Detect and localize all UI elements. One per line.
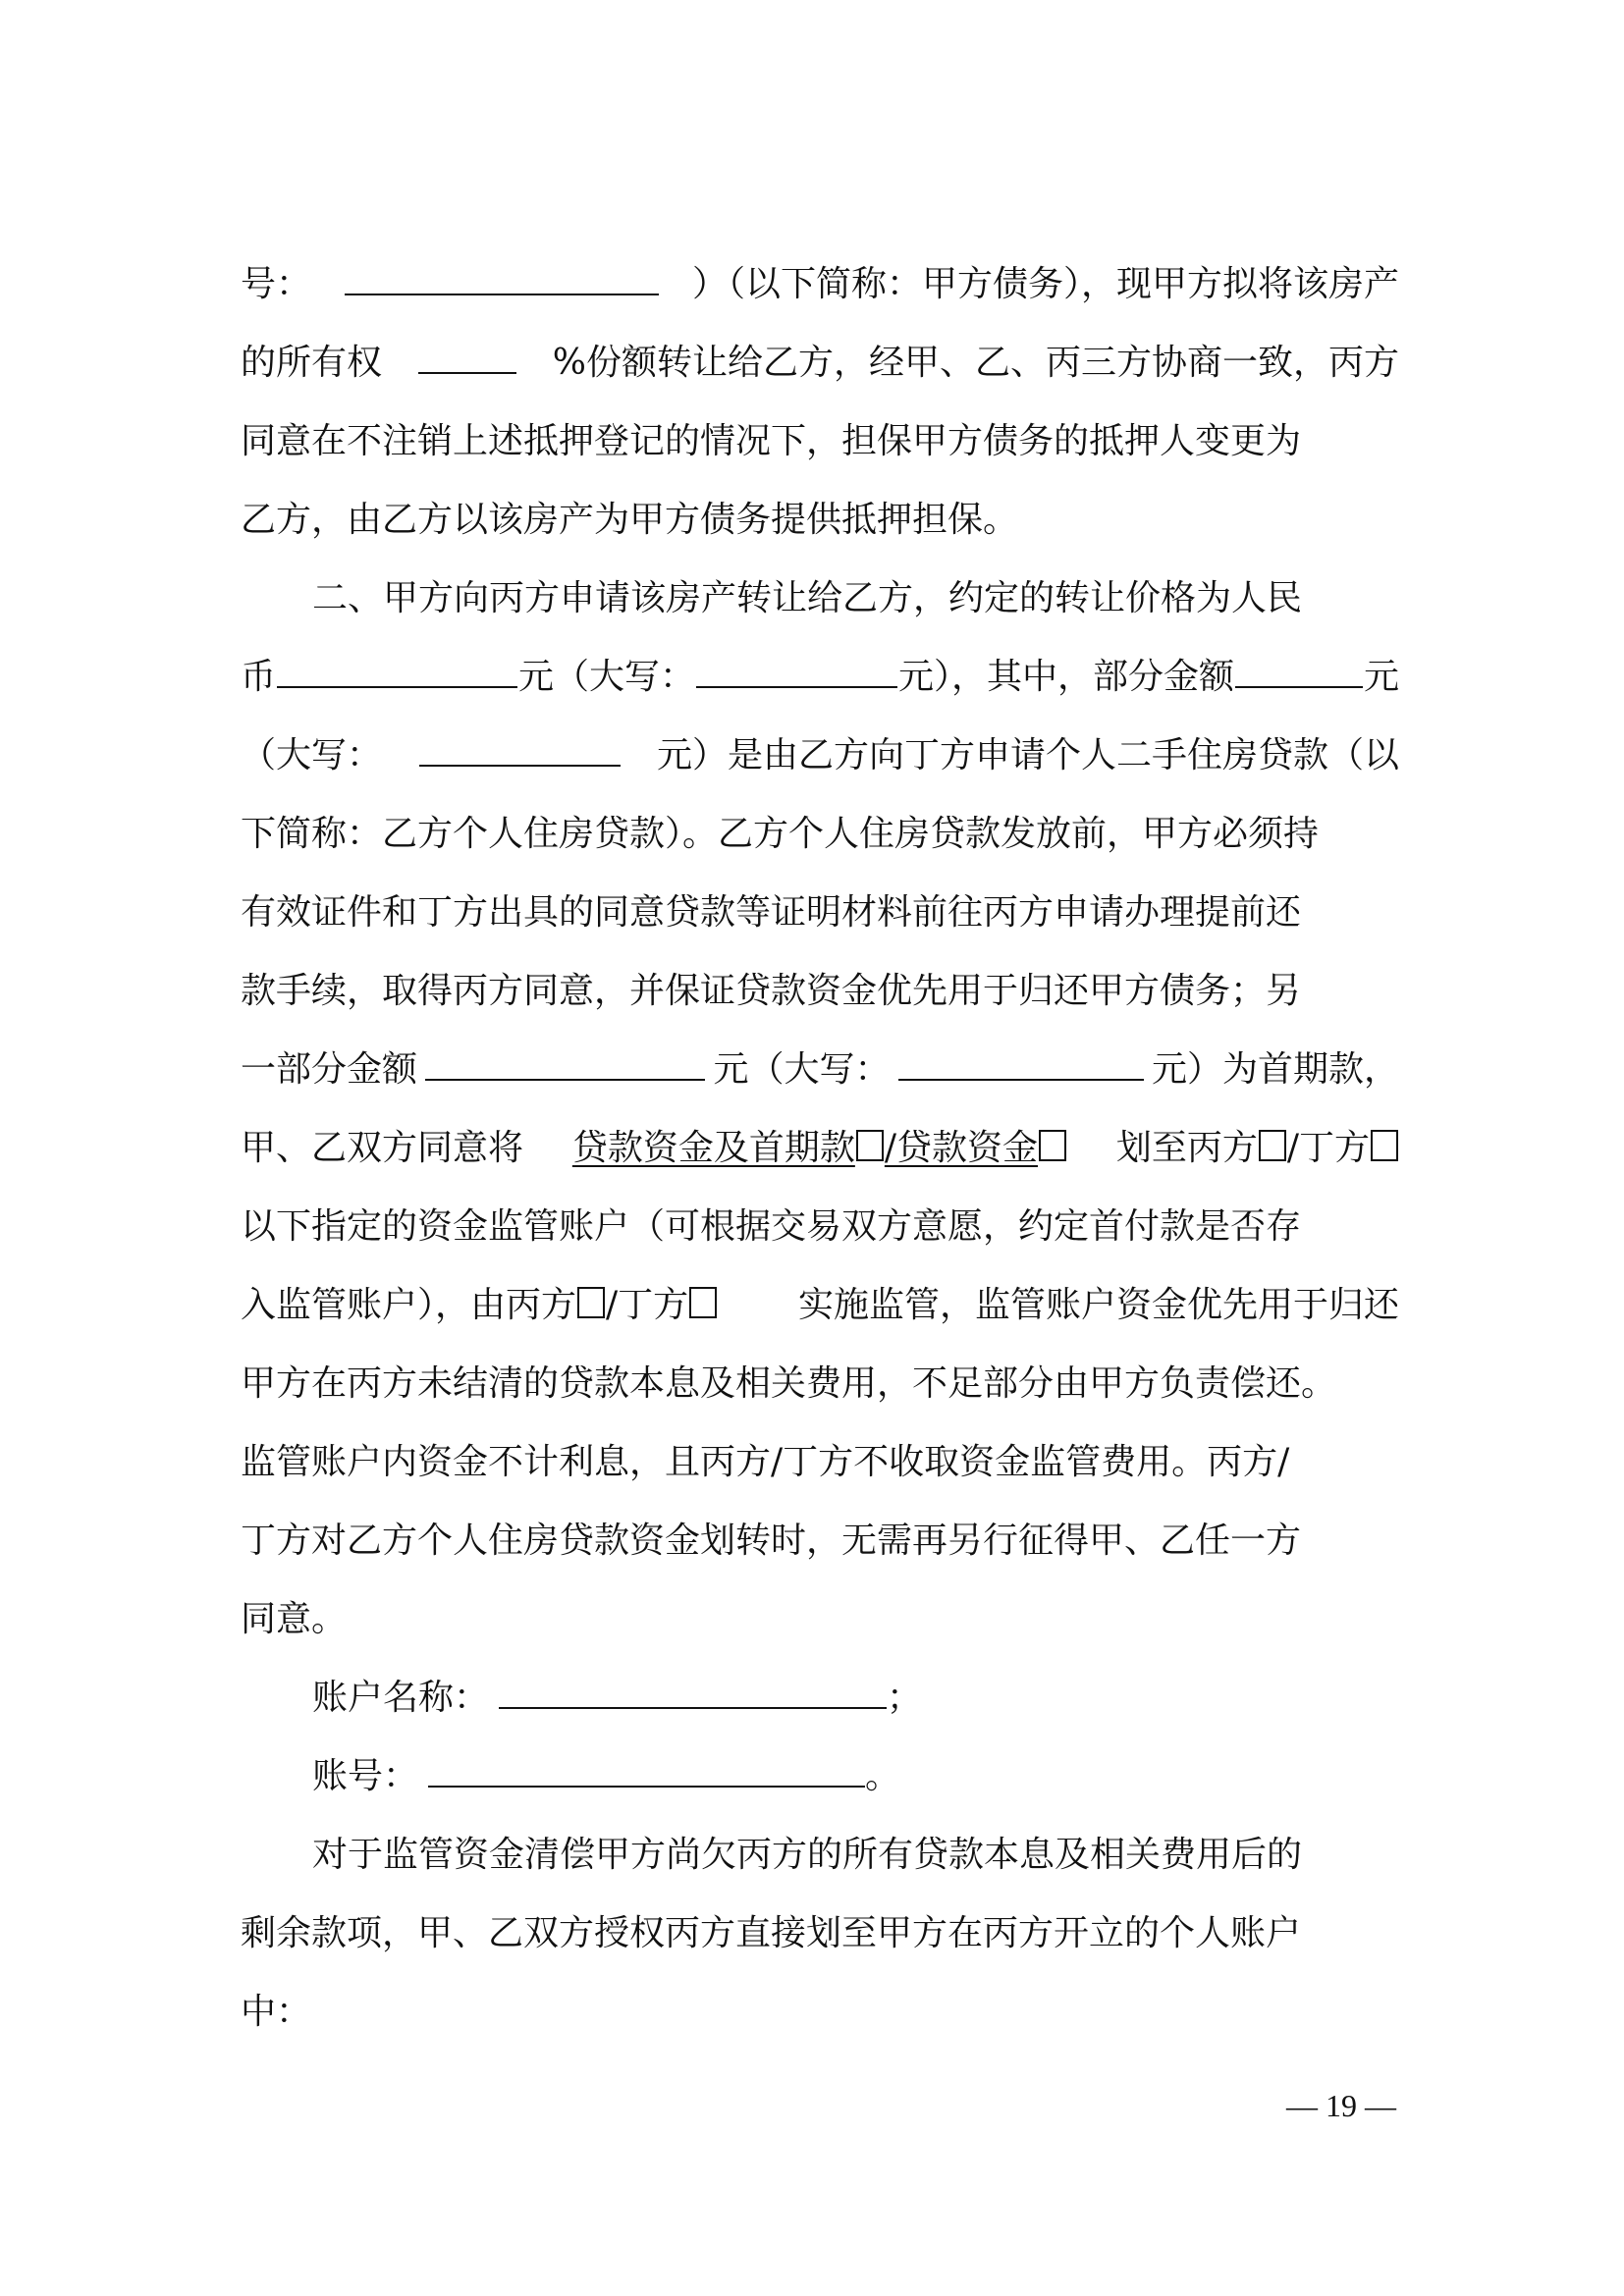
text-segment: ）（以下简称：甲方债务），现甲方拟将该房产 xyxy=(691,264,1399,304)
text-line xyxy=(312,1826,1399,1885)
section-two-start: 二、甲方向丙方申请该房产转让给乙方，约定的转让价格为人民 xyxy=(312,578,1303,618)
text-segment: 中： xyxy=(241,1992,312,2032)
text-line xyxy=(312,569,1399,628)
text-segment: 币 xyxy=(241,657,277,697)
option-loan-only-label: 贷款资金 xyxy=(896,1128,1039,1168)
blank-field-loan-amount[interactable] xyxy=(1235,651,1363,688)
text-segment: 对于监管资金清偿甲方尚欠丙方的所有贷款本息及相关费用后的 xyxy=(312,1835,1303,1875)
blank-field-loan-amount-words[interactable] xyxy=(419,729,621,767)
text-line xyxy=(241,1512,1399,1571)
text-line xyxy=(241,1119,1399,1178)
account-number-label: 账号： xyxy=(312,1756,419,1796)
blank-field-debt-number[interactable] xyxy=(345,258,659,295)
checkbox-party-c[interactable] xyxy=(1259,1130,1286,1161)
text-segment: 元（大写： xyxy=(713,1049,891,1090)
text-line xyxy=(241,1590,1399,1649)
text-segment: 的所有权 xyxy=(241,343,383,383)
punctuation: ； xyxy=(887,1678,923,1718)
transfer-target-group xyxy=(1116,1119,1399,1178)
text-segment: 以下指定的资金监管账户（可根据交易双方意愿，约定首付款是否存 xyxy=(241,1206,1302,1247)
option-loan-and-down-payment-label: 贷款资金及首期款 xyxy=(571,1128,855,1168)
blank-field-total-price[interactable] xyxy=(277,651,517,688)
text-segment: 丁方对乙方个人住房贷款资金划转时，无需再另行征得甲、乙任一方 xyxy=(241,1521,1302,1561)
checkbox-supervisor-party-c[interactable] xyxy=(577,1287,605,1318)
text-line xyxy=(241,1433,1399,1492)
text-line xyxy=(241,648,1399,707)
page-number: — 19 — xyxy=(1286,2088,1396,2123)
text-segment: /丁方 xyxy=(606,1285,689,1325)
text-segment: /丁方 xyxy=(1286,1128,1370,1168)
text-line xyxy=(241,883,1399,942)
text-segment: 一部分金额 xyxy=(241,1049,418,1090)
text-segment: 甲、乙双方同意将 xyxy=(241,1128,524,1168)
text-segment: 元），其中，部分金额 xyxy=(897,657,1234,697)
label-number: 号： xyxy=(241,264,312,304)
account-number-row xyxy=(312,1747,1399,1806)
text-line xyxy=(241,1041,1399,1099)
text-segment: 入监管账户），由丙方 xyxy=(241,1285,577,1325)
punctuation: 。 xyxy=(865,1756,901,1796)
account-name-label: 账户名称： xyxy=(312,1678,490,1718)
text-segment: 乙方，由乙方以该房产为甲方债务提供抵押担保。 xyxy=(241,500,1019,540)
text-segment: （大写： xyxy=(241,735,383,775)
text-line xyxy=(241,1904,1399,1963)
text-line xyxy=(241,805,1399,864)
text-line xyxy=(241,962,1399,1021)
supervisor-group xyxy=(241,1276,718,1335)
account-name-row xyxy=(312,1669,1399,1728)
text-segment: 元）是由乙方向丁方申请个人二手住房贷款（以 xyxy=(656,735,1399,775)
text-line xyxy=(241,1276,1399,1335)
text-line xyxy=(241,726,1399,785)
text-line xyxy=(241,491,1399,550)
text-segment: 同意。 xyxy=(241,1599,348,1639)
text-line xyxy=(241,255,1399,314)
text-segment: 款手续，取得丙方同意，并保证贷款资金优先用于归还甲方债务；另 xyxy=(241,971,1302,1011)
text-segment: 有效证件和丁方出具的同意贷款等证明材料前往丙方申请办理提前还 xyxy=(241,892,1302,933)
option-group-funds xyxy=(572,1119,1067,1178)
blank-field-share-percent[interactable] xyxy=(418,337,516,374)
text-segment: 剩余款项，甲、乙双方授权丙方直接划至甲方在丙方开立的个人账户 xyxy=(241,1913,1302,1953)
text-segment: 元 xyxy=(1363,657,1399,697)
checkbox-loan-only[interactable] xyxy=(1039,1130,1066,1161)
text-line xyxy=(241,1983,1399,2042)
text-segment: 监管账户内资金不计利息，且丙方/丁方不收取资金监管费用。丙方/ xyxy=(241,1442,1290,1482)
text-line xyxy=(241,412,1399,471)
checkbox-loan-and-down-payment[interactable] xyxy=(856,1130,884,1161)
text-segment: 同意在不注销上述抵押登记的情况下，担保甲方债务的抵押人变更为 xyxy=(241,421,1302,461)
text-segment: 甲方在丙方未结清的贷款本息及相关费用，不足部分由甲方负责偿还。 xyxy=(241,1363,1337,1404)
checkbox-supervisor-party-d[interactable] xyxy=(689,1287,717,1318)
account-number-field[interactable] xyxy=(428,1750,865,1788)
text-segment: 实施监管，监管账户资金优先用于归还 xyxy=(797,1285,1399,1325)
blank-field-total-price-words[interactable] xyxy=(696,651,897,688)
text-line xyxy=(241,1198,1399,1256)
text-segment: 划至丙方 xyxy=(1115,1128,1258,1168)
text-segment: 元）为首期款， xyxy=(1151,1049,1399,1090)
account-name-field[interactable] xyxy=(499,1672,887,1709)
checkbox-party-d[interactable] xyxy=(1371,1130,1398,1161)
blank-field-down-payment[interactable] xyxy=(425,1043,705,1081)
blank-field-down-payment-words[interactable] xyxy=(898,1043,1144,1081)
text-segment: 下简称：乙方个人住房贷款）。乙方个人住房贷款发放前，甲方必须持 xyxy=(241,814,1320,854)
text-segment: 元（大写： xyxy=(517,657,695,697)
text-line xyxy=(241,1355,1399,1414)
text-segment: %份额转让给乙方，经甲、乙、丙三方协商一致，丙方 xyxy=(552,343,1399,383)
text-line xyxy=(241,334,1399,393)
separator: / xyxy=(884,1128,896,1168)
